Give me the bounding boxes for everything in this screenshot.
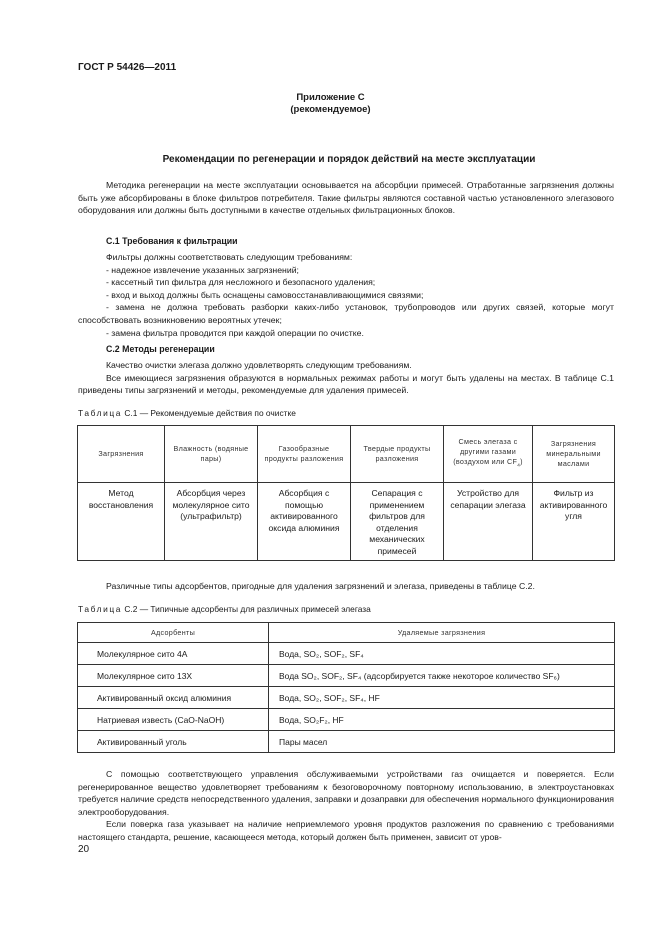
table-c2 xyxy=(77,622,615,753)
table1-header-row xyxy=(78,426,615,483)
section-title: Рекомендации по регенерации и порядок действий на месте эксплуатации xyxy=(162,154,536,165)
standard-code: ГОСТ Р 54426—2011 xyxy=(78,62,177,73)
closing-paragraphs xyxy=(78,768,614,844)
table2-header-cell: Адсорбенты xyxy=(78,623,269,643)
table1-cell: Сепарация с применением фильтров для отделения механических примесей xyxy=(351,483,444,561)
table1-header-cell: Загрязнения xyxy=(78,426,165,483)
table2-header-row xyxy=(78,623,615,643)
table-row xyxy=(78,643,615,665)
removed-cell: Вода, SO₂, SOF₂, SF₄, HF xyxy=(269,687,615,709)
page-number: 20 xyxy=(78,844,90,855)
table-row xyxy=(78,665,615,687)
table1-header-cell: Загрязнения минеральными маслами xyxy=(533,426,615,483)
c1-item: - кассетный тип фильтра для несложного и безопасного удаления; xyxy=(106,277,376,288)
table-row xyxy=(78,709,615,731)
c1-lead: Фильтры должны соответствовать следующим требованиям: xyxy=(106,252,353,262)
table1-header-mix-close: ) xyxy=(520,457,523,467)
adsorbent-cell: Натриевая известь (CaO-NaOH) xyxy=(78,709,269,731)
intro-paragraph xyxy=(78,179,614,217)
c1-item: - замена фильтра проводится при каждой операции по очистке. xyxy=(106,327,364,338)
table1-cell: Устройство для сепарации элегаза xyxy=(444,483,533,561)
table1-header-mix-sub: 4 xyxy=(517,462,521,468)
table1-cell: Метод восстановления xyxy=(78,483,165,561)
table1-header-mix-text: Смесь элегаза с другими газами (воздухом или CF xyxy=(453,437,518,467)
between-tables-text: Различные типы адсорбентов, пригодные для удаления загрязнений и элегаза, приведены в таблице С.2. xyxy=(106,581,535,591)
removed-cell: Вода, SO₂, SOF₂, SF₄ xyxy=(269,643,615,665)
table1-cell: Абсорбция с помощью активированного оксида алюминия xyxy=(258,483,351,561)
table2-caption-text: С.2 — Типичные адсорбенты для различных примесей элегаза xyxy=(124,604,371,614)
appendix-note: (рекомендуемое) xyxy=(290,104,371,115)
table2-caption-lead: Таблица xyxy=(78,604,123,614)
c1-requirements xyxy=(78,251,614,339)
table1-header-cell: Твердые продукты разложения xyxy=(351,426,444,483)
adsorbent-cell: Активированный уголь xyxy=(78,731,269,753)
appendix-title: Приложение С xyxy=(296,92,365,103)
c1-item: - замена не должна требовать разборки каких-либо установок, трубопроводов или других связей, которые могут способствовать возникновению вероятных утечек; xyxy=(78,302,614,325)
table1-caption xyxy=(78,408,296,418)
closing-text: Если поверка газа указывает на наличие неприемлемого уровня продуктов разложения по сравнению с требованиями настоящего стандарта, решение, касающееся метода, который должен быть применен, зависит от уров- xyxy=(78,819,614,842)
table-c1 xyxy=(77,425,615,561)
table1-caption-lead: Таблица xyxy=(78,408,123,418)
closing-text: С помощью соответствующего управления обслуживаемыми устройствами газ очищается и поверяется. Если регенерированное вещество удовлетворяет требованиям к безоговорочному повторному использованию, в электроустановках требуется наличие средств непосредственного удаления, заправки и дозаправки для обеспечения нормального функционирования электрооборудования. xyxy=(78,769,614,817)
table1-cell: Абсорбция через молекулярное сито (ультрафильтр) xyxy=(165,483,258,561)
c2-line: Качество очистки элегаза должно удовлетворять следующим требованиям. xyxy=(106,360,412,370)
removed-cell: Пары масел xyxy=(269,731,615,753)
c2-text xyxy=(78,359,614,397)
adsorbent-cell: Активированный оксид алюминия xyxy=(78,687,269,709)
c1-item: - вход и выход должны быть оснащены самовосстанавливающимися связями; xyxy=(106,289,424,300)
adsorbent-cell: Молекулярное сито 13Х xyxy=(78,665,269,687)
table1-header-cell: Влажность (водяные пары) xyxy=(165,426,258,483)
c2-line: Все имеющиеся загрязнения образуются в нормальных режимах работы и могут быть удалены на местах. В таблице С.1 приведены типы загрязнений и методы, рекомендуемые для удаления примесей. xyxy=(78,372,614,396)
table1-header-cell-mix xyxy=(444,426,533,483)
removed-cell: Вода, SO₂F₂, HF xyxy=(269,709,615,731)
table-row xyxy=(78,731,615,753)
table-row xyxy=(78,687,615,709)
c1-item: - надежное извлечение указанных загрязнений; xyxy=(106,264,299,275)
table1-cell: Фильтр из активированного угля xyxy=(533,483,615,561)
table1-row xyxy=(78,483,615,561)
adsorbent-cell: Молекулярное сито 4А xyxy=(78,643,269,665)
table2-caption xyxy=(78,604,371,614)
c1-heading: С.1 Требования к фильтрации xyxy=(106,236,238,246)
removed-cell: Вода SO₂, SOF₂, SF₄ (адсорбируется также некоторое количество SF₆) xyxy=(269,665,615,687)
table1-caption-text: С.1 — Рекомендуемые действия по очистке xyxy=(124,408,296,418)
table1-header-cell: Газообразные продукты разложения xyxy=(258,426,351,483)
c2-heading: С.2 Методы регенерации xyxy=(106,344,215,354)
intro-text: Методика регенерации на месте эксплуатации основывается на абсорбции примесей. Отработанные загрязнения должны быть уже абсорбированы в блоке фильтров потребителя. Такие фильтры являются составной частью установленного элегазового оборудования или должны быть доступными в качестве отдельных фильтрационных блоков. xyxy=(78,180,614,216)
between-tables-paragraph xyxy=(78,580,614,593)
table2-header-cell: Удаляемые загрязнения xyxy=(269,623,615,643)
